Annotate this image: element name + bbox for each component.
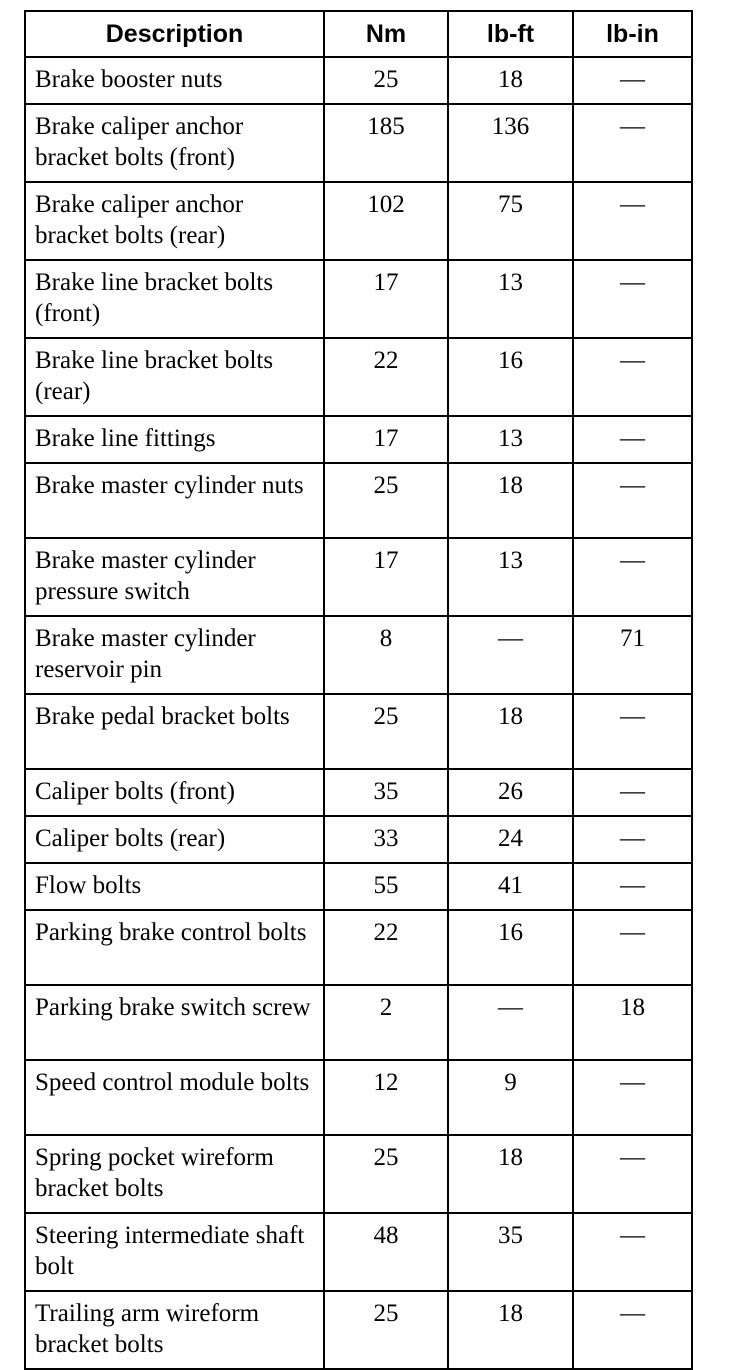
lb-in-cell: — <box>573 416 692 463</box>
lb-ft-cell: 16 <box>448 338 573 416</box>
nm-cell: 17 <box>324 416 448 463</box>
lb-in-cell: 71 <box>573 616 692 694</box>
lb-in-cell: — <box>573 182 692 260</box>
lb-in-cell: — <box>573 694 692 769</box>
description-cell: Caliper bolts (front) <box>25 769 324 816</box>
lb-ft-cell: — <box>448 616 573 694</box>
lb-ft-cell: 18 <box>448 463 573 538</box>
description-cell: Caliper bolts (rear) <box>25 816 324 863</box>
table-row <box>25 1213 692 1291</box>
table-row <box>25 57 692 104</box>
torque-spec-table <box>24 10 693 1370</box>
nm-cell: 17 <box>324 260 448 338</box>
lb-ft-cell: 136 <box>448 104 573 182</box>
description-cell: Steering intermediate shaft bolt <box>25 1213 324 1291</box>
table-row <box>25 863 692 910</box>
lb-ft-cell: — <box>448 985 573 1060</box>
nm-cell: 12 <box>324 1060 448 1135</box>
lb-in-cell: — <box>573 1213 692 1291</box>
lb-in-cell: — <box>573 863 692 910</box>
header-row <box>25 11 692 57</box>
lb-in-cell: — <box>573 769 692 816</box>
description-cell: Brake booster nuts <box>25 57 324 104</box>
table-row <box>25 416 692 463</box>
table-row <box>25 985 692 1060</box>
nm-cell: 35 <box>324 769 448 816</box>
description-cell: Brake master cylinder nuts <box>25 463 324 538</box>
description-cell: Brake master cylinder reservoir pin <box>25 616 324 694</box>
lb-in-cell: — <box>573 463 692 538</box>
lb-in-cell: — <box>573 538 692 616</box>
lb-in-cell: — <box>573 910 692 985</box>
description-cell: Brake pedal bracket bolts <box>25 694 324 769</box>
lb-ft-cell: 13 <box>448 538 573 616</box>
lb-in-cell: — <box>573 1291 692 1369</box>
nm-cell: 25 <box>324 1135 448 1213</box>
description-cell: Brake caliper anchor bracket bolts (rear) <box>25 182 324 260</box>
lb-ft-cell: 18 <box>448 1135 573 1213</box>
description-cell: Brake line fittings <box>25 416 324 463</box>
table-row <box>25 616 692 694</box>
nm-cell: 2 <box>324 985 448 1060</box>
lb-in-cell: 18 <box>573 985 692 1060</box>
nm-cell: 102 <box>324 182 448 260</box>
table-header <box>25 11 692 57</box>
lb-ft-cell: 9 <box>448 1060 573 1135</box>
table-row <box>25 538 692 616</box>
nm-cell: 17 <box>324 538 448 616</box>
nm-cell: 48 <box>324 1213 448 1291</box>
nm-cell: 55 <box>324 863 448 910</box>
description-cell: Flow bolts <box>25 863 324 910</box>
lb-in-cell: — <box>573 338 692 416</box>
nm-cell: 8 <box>324 616 448 694</box>
lb-in-cell: — <box>573 1060 692 1135</box>
lb-in-cell: — <box>573 816 692 863</box>
table-row <box>25 463 692 538</box>
description-cell: Spring pocket wireform bracket bolts <box>25 1135 324 1213</box>
table-body <box>25 57 692 1369</box>
lb-ft-cell: 18 <box>448 1291 573 1369</box>
header-lb-ft: lb-ft <box>448 11 573 57</box>
nm-cell: 25 <box>324 463 448 538</box>
lb-ft-cell: 18 <box>448 694 573 769</box>
lb-in-cell: — <box>573 104 692 182</box>
table-row <box>25 260 692 338</box>
lb-ft-cell: 16 <box>448 910 573 985</box>
nm-cell: 33 <box>324 816 448 863</box>
nm-cell: 22 <box>324 910 448 985</box>
lb-ft-cell: 13 <box>448 260 573 338</box>
description-cell: Speed control module bolts <box>25 1060 324 1135</box>
nm-cell: 25 <box>324 57 448 104</box>
table-row <box>25 910 692 985</box>
description-cell: Brake line bracket bolts (front) <box>25 260 324 338</box>
lb-ft-cell: 13 <box>448 416 573 463</box>
lb-ft-cell: 41 <box>448 863 573 910</box>
header-nm: Nm <box>324 11 448 57</box>
lb-ft-cell: 24 <box>448 816 573 863</box>
table-row <box>25 1060 692 1135</box>
table-row <box>25 338 692 416</box>
header-lb-in: lb-in <box>573 11 692 57</box>
description-cell: Brake master cylinder pressure switch <box>25 538 324 616</box>
description-cell: Parking brake switch screw <box>25 985 324 1060</box>
description-cell: Parking brake control bolts <box>25 910 324 985</box>
header-description: Description <box>25 11 324 57</box>
lb-ft-cell: 35 <box>448 1213 573 1291</box>
lb-ft-cell: 26 <box>448 769 573 816</box>
nm-cell: 25 <box>324 1291 448 1369</box>
table-row <box>25 1291 692 1369</box>
lb-in-cell: — <box>573 57 692 104</box>
nm-cell: 25 <box>324 694 448 769</box>
table-row <box>25 104 692 182</box>
table-row <box>25 694 692 769</box>
description-cell: Brake caliper anchor bracket bolts (front) <box>25 104 324 182</box>
table-row <box>25 182 692 260</box>
table-row <box>25 769 692 816</box>
table-row <box>25 816 692 863</box>
nm-cell: 22 <box>324 338 448 416</box>
description-cell: Brake line bracket bolts (rear) <box>25 338 324 416</box>
description-cell: Trailing arm wireform bracket bolts <box>25 1291 324 1369</box>
table-row <box>25 1135 692 1213</box>
nm-cell: 185 <box>324 104 448 182</box>
lb-ft-cell: 75 <box>448 182 573 260</box>
lb-in-cell: — <box>573 260 692 338</box>
lb-ft-cell: 18 <box>448 57 573 104</box>
lb-in-cell: — <box>573 1135 692 1213</box>
